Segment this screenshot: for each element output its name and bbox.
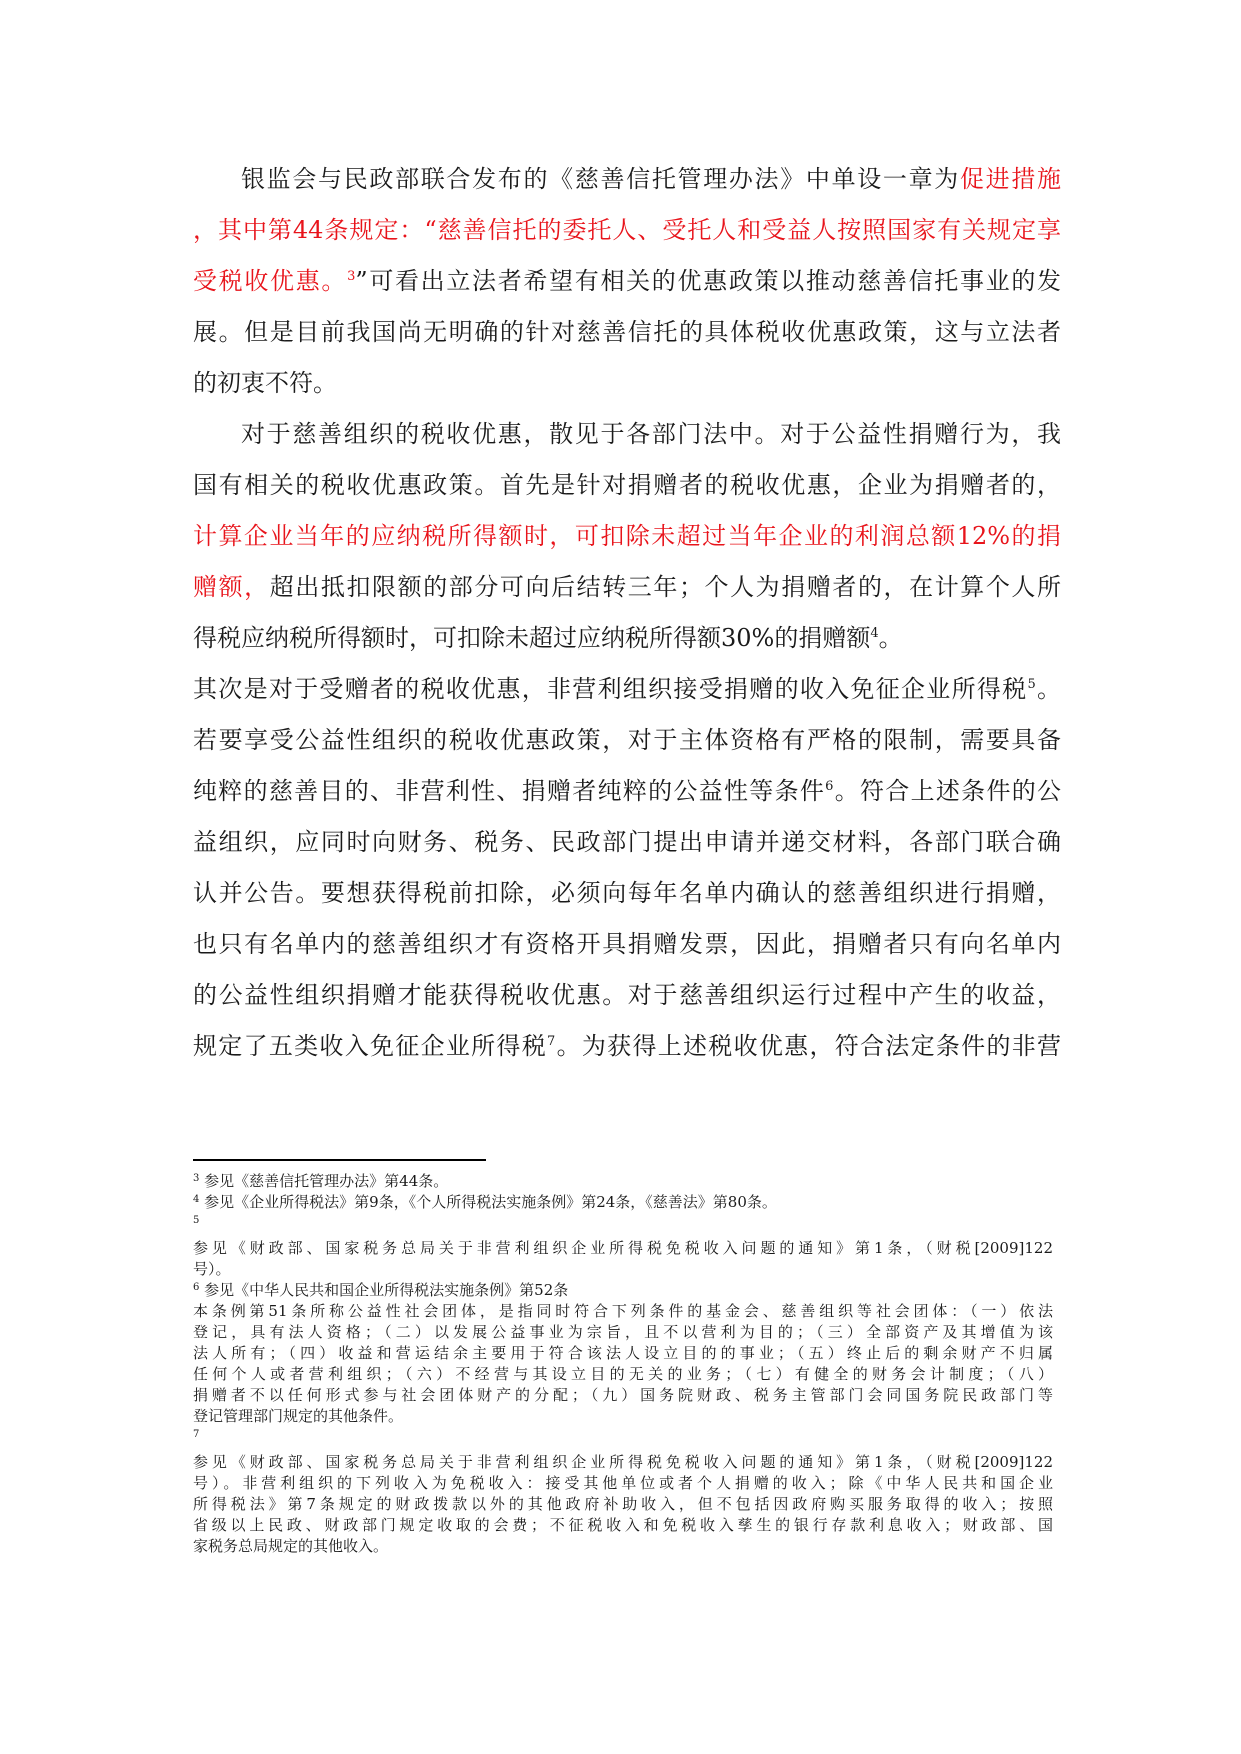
footnote-6-line-6: 捐赠者不以任何形式参与社会团体财产的分配；（九）国务院财政、税务主管部门会同国务院民政部门等 [193,1386,1053,1404]
footnote-text: 参见《企业所得税法》第9条，《个人所得税法实施条例》第24条，《慈善法》第80条。 [204,1193,777,1211]
text-span: 纯粹的慈善目的、非营利性、捐赠者纯粹的公益性等条件 [193,777,826,805]
text-span: 规定了五类收入免征企业所得税 [193,1032,548,1060]
paragraph-1-line-5: 的初衷不符。 [193,369,337,397]
footnote-6-line-4: 法人所有；（四）收益和营运结余主要用于符合该法人设立目的的事业；（五）终止后的剩余财产不归属 [193,1344,1053,1362]
body-text [193,154,1061,1072]
footnote-6-line-5: 任何个人或者营利组织；（六）不经营与其设立目的无关的业务；（七）有健全的财务会计制度；（八） [193,1365,1053,1383]
footnote-text: 参见《中华人民共和国企业所得税法实施条例》第52条 [204,1281,569,1299]
footnote-6-line-3: 登记，具有法人资格；（二）以发展公益事业为宗旨，且不以营利为目的；（三）全部资产及其增值为该 [193,1323,1053,1341]
footnote-separator [193,1159,486,1161]
paragraph-3-line-6: 也只有名单内的慈善组织才有资格开具捐赠发票，因此，捐赠者只有向名单内 [193,930,1061,958]
text-span: 。 [878,624,903,652]
paragraph-3-line-4: 益组织，应同时向财务、税务、民政部门提出申请并递交材料，各部门联合确 [193,828,1061,856]
footnote-7-line-4: 省级以上民政、财政部门规定收取的会费；不征税收入和免税收入孳生的银行存款利息收入；财政部、国 [193,1516,1053,1534]
footnote-number: 5 [193,1215,200,1226]
text-span: 其次是对于受赠者的税收优惠，非营利组织接受捐赠的收入免征企业所得税 [193,675,1028,703]
footnote-number: 7 [193,1429,200,1440]
footnote-7-line-5: 家税务总局规定的其他收入。 [193,1537,389,1555]
footnote-5-line-1: 参见《财政部、国家税务总局关于非营利组织企业所得税免税收入问题的通知》第1条，（财税[2009]122 [193,1239,1053,1257]
footnote-7-line-3: 所得税法》第7条规定的财政拨款以外的其他政府补助收入，但不包括因政府购买服务取得的收入；按照 [193,1495,1053,1513]
footnote-6 [193,1280,1053,1301]
paragraph-3-line-5: 认并公告。要想获得税前扣除，必须向每年名单内确认的慈善组织进行捐赠， [193,879,1061,907]
footnote-ref: 6 [825,779,834,794]
paragraph-2-line-1: 对于慈善组织的税收优惠，散见于各部门法中。对于公益性捐赠行为，我 [241,420,1061,448]
text-span: ”可看出立法者希望有相关的优惠政策以推动慈善信托事业的发 [355,267,1061,295]
paragraph-3-line-2: 若要享受公益性组织的税收优惠政策，对于主体资格有严格的限制，需要具备 [193,726,1061,754]
footnote-number: 4 [193,1194,200,1205]
text-span: 。为获得上述税收优惠，符合法定条件的非营 [555,1032,1061,1060]
text-span: 银监会与民政部联合发布的《慈善信托管理办法》中单设一章为 [241,165,960,193]
paragraph-1-line-3 [193,256,1061,307]
footnote-ref: 4 [870,626,879,641]
footnote-6-line-2: 本条例第51条所称公益性社会团体，是指同时符合下列条件的基金会、慈善组织等社会团体：（一）依法 [193,1302,1053,1320]
paragraph-1-line-4: 展。但是目前我国尚无明确的针对慈善信托的具体税收优惠政策，这与立法者 [193,318,1061,346]
text-span: 得税应纳税所得额时，可扣除未超过应纳税所得额30%的捐赠额 [193,624,871,652]
footnote-4 [193,1192,1053,1213]
paragraph-3-line-1 [193,664,1061,715]
footnote-7-line-2: 号）。非营利组织的下列收入为免税收入：接受其他单位或者个人捐赠的收入；除《中华人民共和国企业 [193,1474,1053,1492]
text-span: 超出抵扣限额的部分可向后结转三年；个人为捐赠者的，在计算个人所 [269,573,1061,601]
text-span: 。 [1035,675,1061,703]
text-span: 。符合上述条件的公 [833,777,1061,805]
footnote-ref: 7 [547,1034,556,1049]
paragraph-2-line-5 [193,613,1061,664]
footnotes [193,1171,1053,1557]
paragraph-3-line-8 [193,1021,1061,1072]
footnote-5-number [193,1213,1053,1234]
highlight-span: 受税收优惠。 [193,267,348,295]
footnote-6-line-7: 登记管理部门规定的其他条件。 [193,1407,404,1425]
footnote-number: 6 [193,1282,200,1293]
highlight-span: 促进措施 [959,165,1061,193]
paragraph-2-line-4 [193,562,1061,613]
footnote-text: 参见《慈善信托管理办法》第44条。 [204,1172,449,1190]
paragraph-2-line-2: 国有相关的税收优惠政策。首先是针对捐赠者的税收优惠，企业为捐赠者的， [193,471,1061,499]
highlight-span: 赠额， [193,573,270,601]
footnote-7-line-1: 参见《财政部、国家税务总局关于非营利组织企业所得税免税收入问题的通知》第1条，（财税[2009]122 [193,1453,1053,1471]
paragraph-1-line-1 [193,154,1061,205]
footnote-3 [193,1171,1053,1192]
footnote-number: 3 [193,1173,200,1184]
paragraph-1-line-2: ，其中第44条规定：“慈善信托的委托人、受托人和受益人按照国家有关规定享 [193,216,1061,244]
footnote-ref: 5 [1027,677,1036,692]
paragraph-3-line-3 [193,766,1061,817]
footnote-ref: 3 [347,269,356,284]
paragraph-3-line-7: 的公益性组织捐赠才能获得税收优惠。对于慈善组织运行过程中产生的收益， [193,981,1061,1009]
paragraph-2-line-3: 计算企业当年的应纳税所得额时，可扣除未超过当年企业的利润总额12%的捐 [193,522,1061,550]
footnote-5-line-2: 号）。 [193,1260,231,1278]
footnote-7-number [193,1427,1053,1448]
